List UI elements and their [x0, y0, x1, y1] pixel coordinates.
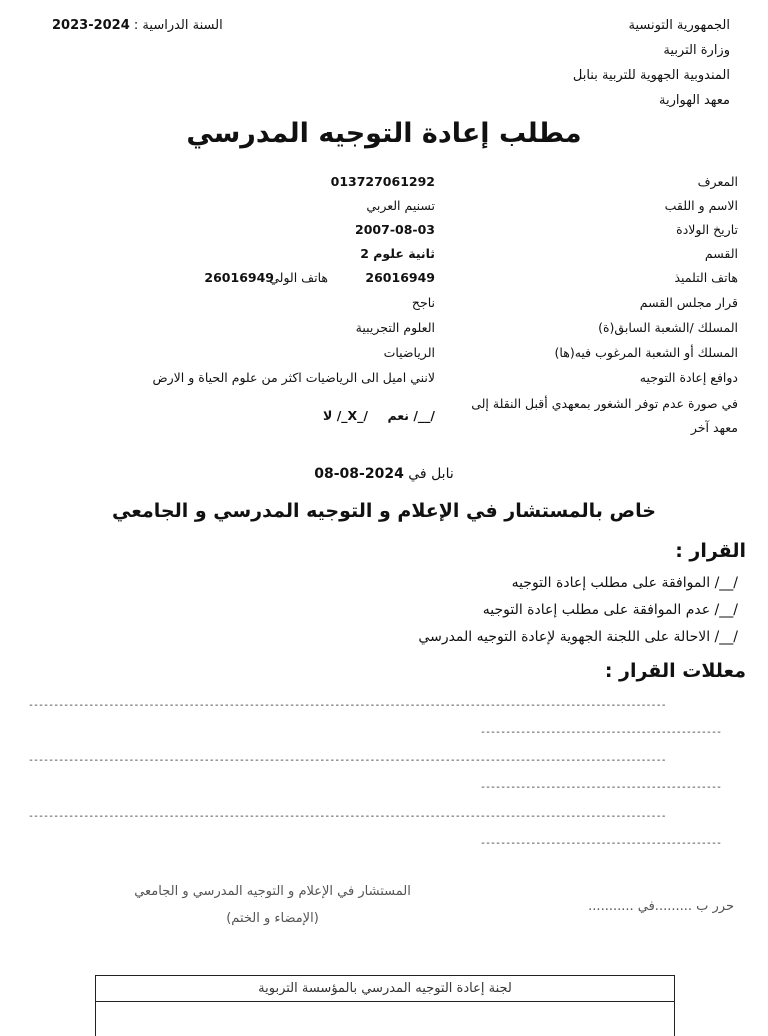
reasons-line-2b: ------------------------------------------------ — [480, 782, 721, 793]
decision-option-reject[interactable]: /__/ عدم الموافقة على مطلب إعادة التوجيه — [482, 602, 738, 618]
date-place: نابل في — [408, 466, 454, 482]
student-phone-label: هاتف التلميذ — [674, 270, 738, 285]
delegation-label: المندوبية الجهوية للتربية بنابل — [572, 68, 730, 83]
reasons-line-2: ------------------------------------------------------------------------------------------------------------------------------- — [28, 755, 666, 766]
birth-value: 2007-08-03 — [355, 222, 435, 237]
transfer-yes-option: /__/ نعم — [387, 408, 435, 423]
birth-label: تاريخ الولادة — [676, 222, 738, 237]
transfer-label-line1: في صورة عدم توفر الشغور بمعهدي أقبل النقلة إلى — [471, 396, 738, 411]
date-value: 2024-08-08 — [314, 466, 404, 482]
motives-label: دوافع إعادة التوجيه — [639, 370, 738, 385]
previous-track-label: المسلك /الشعبة السابق(ة) — [598, 320, 738, 335]
school-year — [48, 18, 223, 33]
transfer-label-line2: معهد آخر — [690, 420, 738, 435]
student-phone-value: 26016949 — [365, 270, 435, 285]
reasons-line-1b: ------------------------------------------------ — [480, 727, 721, 738]
written-at-line: حرر ب .........في ........... — [588, 899, 734, 914]
previous-track-value: العلوم التجريبية — [355, 320, 435, 335]
reasons-line-3b: ------------------------------------------------ — [480, 838, 721, 849]
school-year-label: السنة الدراسية : — [133, 18, 223, 33]
counselor-signature-title: المستشار في الإعلام و التوجيه المدرسي و الجامعي — [134, 884, 411, 899]
transfer-no-option: /_X_/ لا — [323, 408, 368, 423]
wanted-track-label: المسلك أو الشعبة المرغوب فيه(ها) — [554, 345, 738, 360]
id-value: 013727061292 — [330, 174, 435, 189]
reasons-label: معللات القرار : — [604, 660, 746, 682]
name-label: الاسم و اللقب — [664, 198, 738, 213]
guardian-phone-value: 26016949 — [204, 270, 274, 285]
name-value: تسنيم العربي — [366, 198, 435, 213]
page-title: مطلب إعادة التوجيه المدرسي — [186, 118, 582, 149]
class-value: ثانية علوم 2 — [360, 246, 435, 261]
decision-option-refer[interactable]: /__/ الاحالة على اللجنة الجهوية لإعادة التوجيه المدرسي — [418, 629, 738, 645]
council-label: قرار مجلس القسم — [639, 295, 738, 310]
reasons-line-3: ------------------------------------------------------------------------------------------------------------------------------- — [28, 811, 666, 822]
wanted-track-value: الرياضيات — [383, 345, 435, 360]
council-value: ناجح — [411, 295, 435, 310]
reasons-line-1: ------------------------------------------------------------------------------------------------------------------------------- — [28, 700, 666, 711]
motives-value: لانني اميل الى الرياضيات اكثر من علوم الحياة و الارض — [152, 370, 435, 385]
class-label: القسم — [704, 246, 738, 261]
decision-label: القرار : — [675, 540, 746, 562]
signature-stamp-note: (الإمضاء و الختم) — [226, 911, 319, 926]
committee-box-title: لجنة إعادة التوجيه المدرسي بالمؤسسة التربوية — [96, 976, 674, 1002]
school-year-value: 2024-2023 — [52, 18, 130, 33]
institute-label: معهد الهوارية — [659, 93, 730, 108]
date-line — [0, 466, 768, 482]
decision-option-approve[interactable]: /__/ الموافقة على مطلب إعادة التوجيه — [511, 575, 738, 591]
id-label: المعرف — [697, 174, 738, 189]
guardian-phone-label: هاتف الولي — [269, 270, 328, 285]
republic-label: الجمهورية التونسية — [628, 18, 730, 33]
counselor-section-title: خاص بالمستشار في الإعلام و التوجيه المدرسي و الجامعي — [112, 500, 656, 522]
ministry-label: وزارة التربية — [663, 43, 730, 58]
